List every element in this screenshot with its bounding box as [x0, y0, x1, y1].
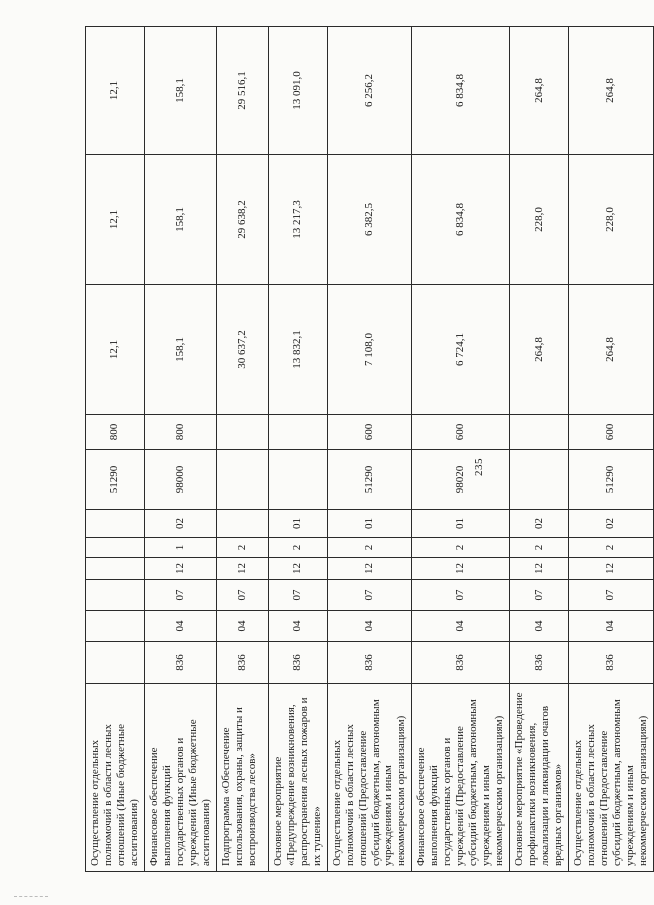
cell-cs2: 2 — [216, 538, 268, 558]
cell-rz: 04 — [144, 611, 216, 642]
cell-pr: 07 — [144, 580, 216, 611]
cell-cs4: 51290 — [327, 450, 412, 510]
cell-pr: 07 — [510, 580, 569, 611]
cell-rz: 04 — [268, 611, 327, 642]
cell-cs2 — [86, 538, 145, 558]
scan-margin-mark — [14, 896, 48, 898]
cell-rz: 04 — [510, 611, 569, 642]
cell-v1: 13 832,1 — [268, 285, 327, 415]
table-row — [569, 27, 654, 872]
cell-v2: 228,0 — [569, 155, 654, 285]
cell-v3: 29 516,1 — [216, 27, 268, 155]
cell-cs1: 12 — [569, 558, 654, 580]
cell-v1: 30 637,2 — [216, 285, 268, 415]
cell-gr: 836 — [144, 642, 216, 684]
cell-vr — [216, 415, 268, 450]
cell-pr: 07 — [412, 580, 510, 611]
cell-gr: 836 — [412, 642, 510, 684]
table-row — [327, 27, 412, 872]
cell-vr: 800 — [86, 415, 145, 450]
cell-rz: 04 — [412, 611, 510, 642]
cell-rz: 04 — [569, 611, 654, 642]
cell-cs3: 02 — [144, 510, 216, 538]
table-row — [510, 27, 569, 872]
cell-cs4: 98020 — [412, 450, 510, 510]
table-row — [144, 27, 216, 872]
cell-cs3: 02 — [510, 510, 569, 538]
cell-v2: 228,0 — [510, 155, 569, 285]
cell-name: Основное мероприятие «Предупреждение возникновения, распространения лесных пожаров и их тушение» — [268, 684, 327, 872]
cell-cs4: 98000 — [144, 450, 216, 510]
cell-vr: 600 — [569, 415, 654, 450]
cell-cs1 — [86, 558, 145, 580]
cell-cs4 — [216, 450, 268, 510]
cell-v3: 264,8 — [510, 27, 569, 155]
cell-cs4 — [510, 450, 569, 510]
cell-name: Осуществление отдельных полномочий в области лесных отношений (Предоставление субсидий бюджетным, автономным учреждениям и иным некоммерческим организациям) — [569, 684, 654, 872]
cell-cs3: 01 — [268, 510, 327, 538]
cell-gr: 836 — [510, 642, 569, 684]
page-number: 235 — [473, 458, 485, 476]
cell-gr — [86, 642, 145, 684]
cell-rz: 04 — [216, 611, 268, 642]
budget-table — [85, 26, 654, 872]
cell-name: Подпрограмма «Обеспечение использования, охраны, защиты и воспроизводства лесов» — [216, 684, 268, 872]
cell-cs3: 01 — [327, 510, 412, 538]
cell-v1: 158,1 — [144, 285, 216, 415]
cell-v1: 6 724,1 — [412, 285, 510, 415]
cell-v3: 264,8 — [569, 27, 654, 155]
cell-v2: 158,1 — [144, 155, 216, 285]
cell-pr: 07 — [268, 580, 327, 611]
cell-v3: 12,1 — [86, 27, 145, 155]
cell-cs2: 1 — [144, 538, 216, 558]
cell-vr: 600 — [327, 415, 412, 450]
cell-cs2: 2 — [268, 538, 327, 558]
cell-rz — [86, 611, 145, 642]
cell-cs1: 12 — [216, 558, 268, 580]
cell-pr: 07 — [216, 580, 268, 611]
cell-cs2: 2 — [412, 538, 510, 558]
cell-cs3 — [86, 510, 145, 538]
cell-v2: 13 217,3 — [268, 155, 327, 285]
cell-pr: 07 — [569, 580, 654, 611]
cell-cs2: 2 — [569, 538, 654, 558]
cell-cs2: 2 — [510, 538, 569, 558]
cell-name: Финансовое обеспечение выполнения функций государственных органов и учреждений (Предоставление субсидий бюджетным, автономным учреждениям и иным некоммерческим организациям) — [412, 684, 510, 872]
cell-vr: 800 — [144, 415, 216, 450]
cell-pr: 07 — [327, 580, 412, 611]
cell-v1: 264,8 — [569, 285, 654, 415]
cell-gr: 836 — [216, 642, 268, 684]
table-row — [86, 27, 145, 872]
cell-v3: 158,1 — [144, 27, 216, 155]
cell-v1: 12,1 — [86, 285, 145, 415]
cell-v2: 29 638,2 — [216, 155, 268, 285]
cell-cs4: 51290 — [569, 450, 654, 510]
cell-name: Основное мероприятие «Проведение профилактики возникновения, локализации и ликвидации очагов вредных организмов» — [510, 684, 569, 872]
cell-name: Осуществление отдельных полномочий в области лесных отношений (Предоставление субсидий бюджетным, автономным учреждениям и иным некоммерческим организациям) — [327, 684, 412, 872]
cell-name: Финансовое обеспечение выполнения функций государственных органов и учреждений (Иные бюджетные ассигнования) — [144, 684, 216, 872]
cell-cs1: 12 — [327, 558, 412, 580]
cell-gr: 836 — [268, 642, 327, 684]
table-row — [412, 27, 510, 872]
cell-v3: 13 091,0 — [268, 27, 327, 155]
cell-cs1: 12 — [268, 558, 327, 580]
cell-cs1: 12 — [412, 558, 510, 580]
cell-cs4 — [268, 450, 327, 510]
table-row — [268, 27, 327, 872]
cell-v1: 7 108,0 — [327, 285, 412, 415]
cell-cs3: 02 — [569, 510, 654, 538]
cell-v2: 6 382,5 — [327, 155, 412, 285]
cell-cs3 — [216, 510, 268, 538]
cell-name: Осуществление отдельных полномочий в области лесных отношений (Иные бюджетные ассигнования) — [86, 684, 145, 872]
cell-v2: 6 834,8 — [412, 155, 510, 285]
cell-v1: 264,8 — [510, 285, 569, 415]
cell-cs4: 51290 — [86, 450, 145, 510]
cell-gr: 836 — [569, 642, 654, 684]
cell-rz: 04 — [327, 611, 412, 642]
cell-vr: 600 — [412, 415, 510, 450]
cell-cs2: 2 — [327, 538, 412, 558]
cell-pr — [86, 580, 145, 611]
cell-cs1: 12 — [144, 558, 216, 580]
cell-gr: 836 — [327, 642, 412, 684]
cell-vr — [510, 415, 569, 450]
cell-v3: 6 834,8 — [412, 27, 510, 155]
cell-cs1: 12 — [510, 558, 569, 580]
cell-v3: 6 256,2 — [327, 27, 412, 155]
cell-v2: 12,1 — [86, 155, 145, 285]
table-row — [216, 27, 268, 872]
cell-cs3: 01 — [412, 510, 510, 538]
cell-vr — [268, 415, 327, 450]
